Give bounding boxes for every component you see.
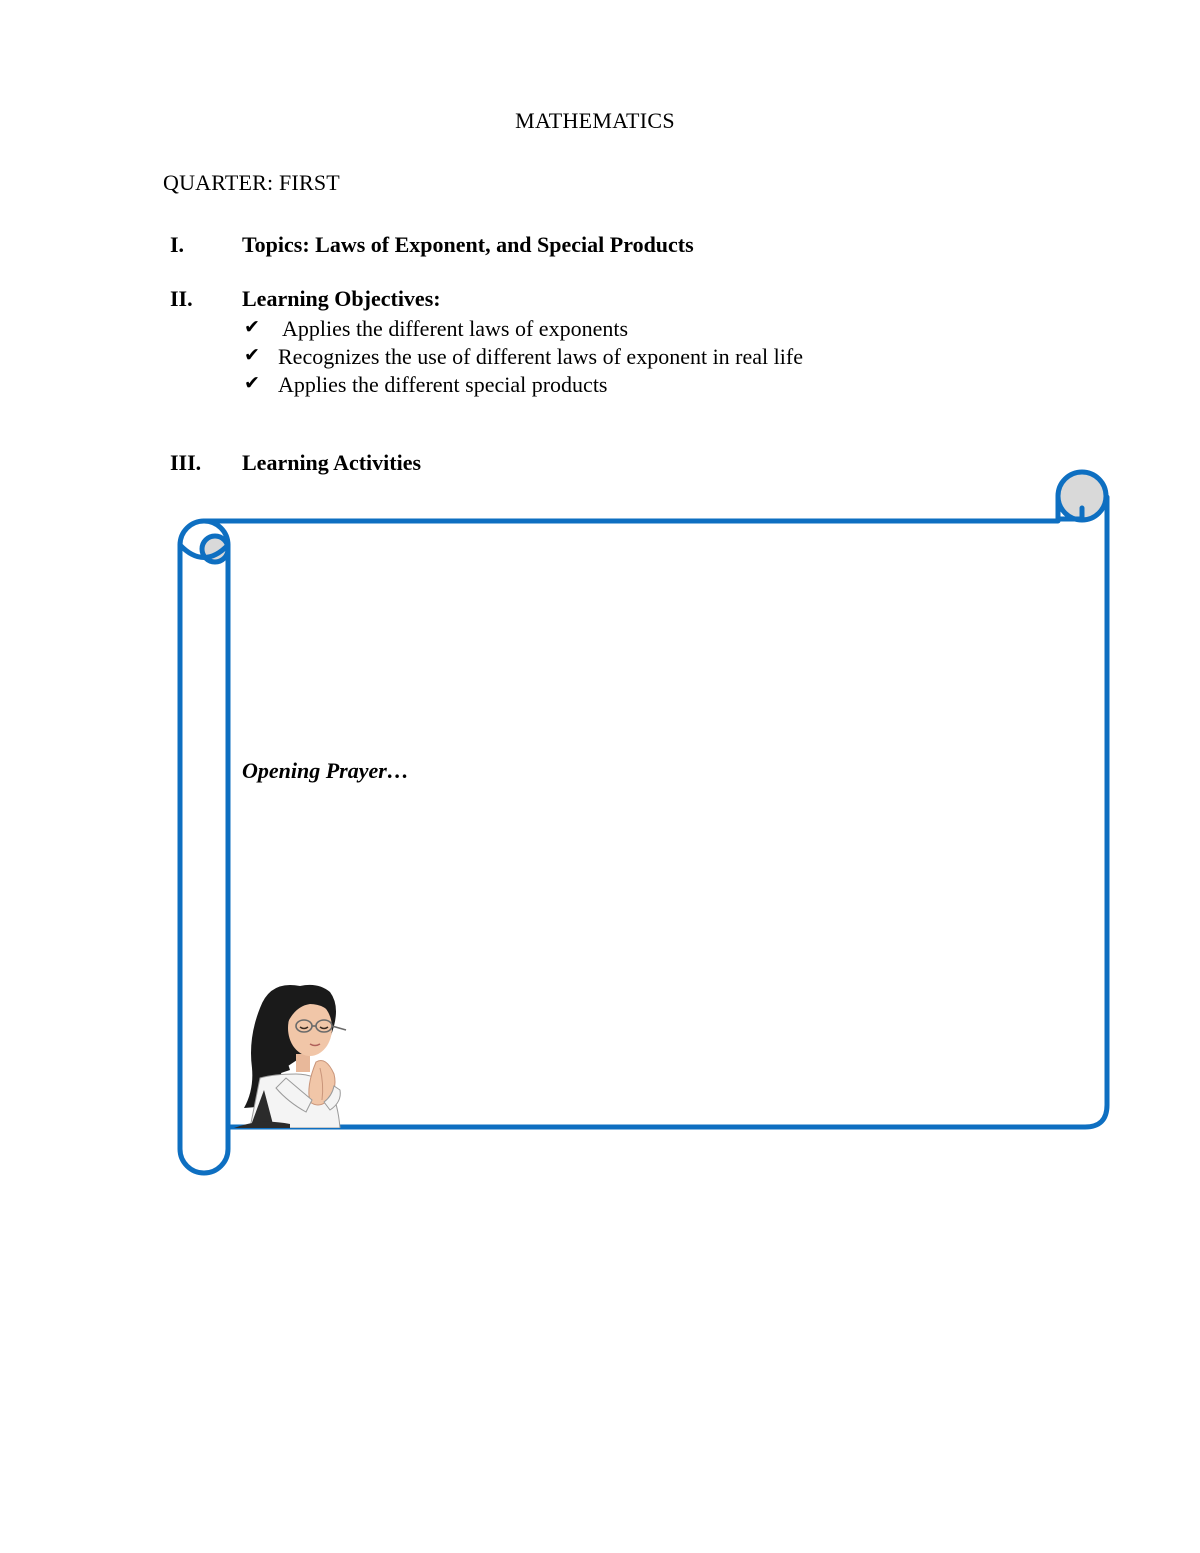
section-number: III. [170, 450, 202, 475]
section-heading: Learning Objectives: [242, 286, 441, 311]
document-title: MATHEMATICS [515, 108, 675, 133]
scroll-roll-left [180, 521, 228, 1173]
section-heading: Learning Activities [242, 450, 422, 475]
objective-text: Applies the different special products [278, 372, 608, 397]
checkmark-icon: ✔ [244, 344, 260, 366]
praying-woman-illustration [230, 978, 355, 1128]
skirt [234, 1122, 290, 1128]
quarter-label: QUARTER: FIRST [163, 170, 340, 195]
checkmark-icon: ✔ [244, 316, 260, 338]
objective-text: Applies the different laws of exponents [282, 316, 629, 341]
checkmark-icon: ✔ [244, 372, 260, 394]
section-number: II. [170, 286, 193, 311]
objective-text: Recognizes the use of different laws of exponent in real life [278, 344, 803, 369]
neck [296, 1054, 310, 1072]
section-number: I. [170, 232, 185, 257]
section-heading: Topics: Laws of Exponent, and Special Products [242, 232, 694, 257]
opening-prayer-text: Opening Prayer… [242, 758, 409, 783]
